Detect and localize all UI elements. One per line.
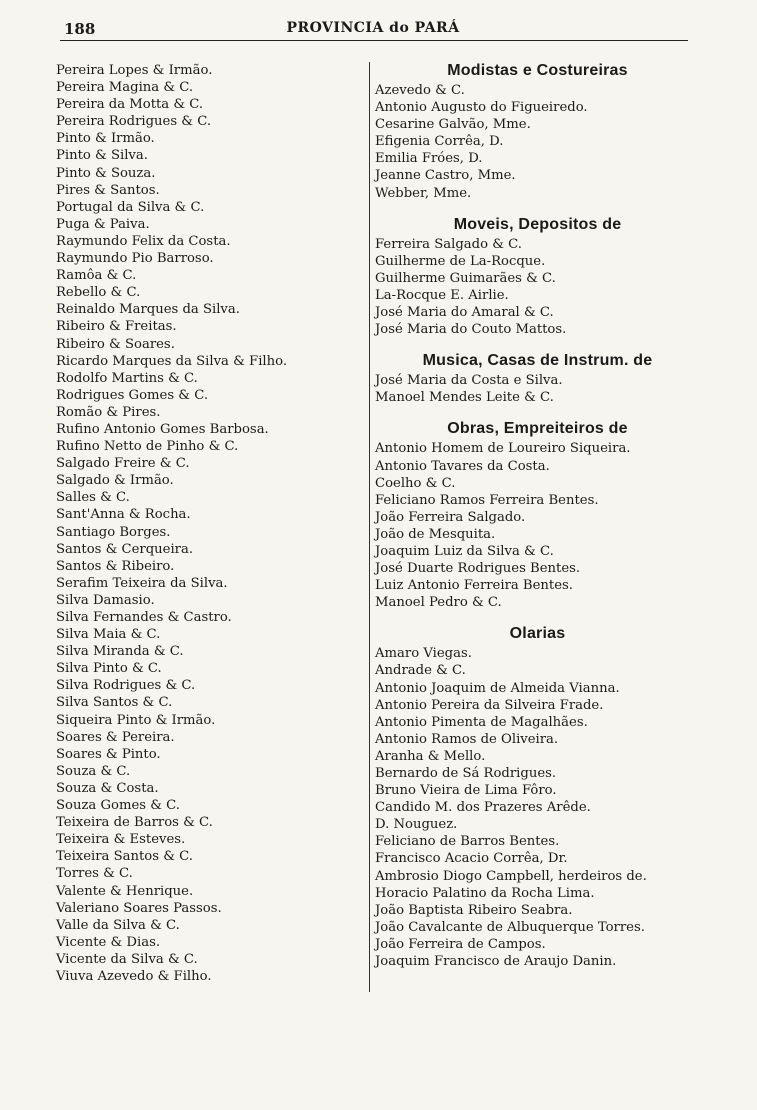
list-item: Pereira da Motta & C. xyxy=(56,97,204,113)
list-item: La-Rocque E. Airlie. xyxy=(375,287,509,303)
list-item: Silva Pinto & C. xyxy=(56,661,162,677)
list-item: Souza & C. xyxy=(56,763,131,779)
list-item: Rodolfo Martins & C. xyxy=(56,370,198,386)
list-item: João Ferreira Salgado. xyxy=(375,509,526,525)
list-item: Souza Gomes & C. xyxy=(56,798,180,814)
list-item: Soares & Pinto. xyxy=(56,746,161,762)
list-item: Feliciano Ramos Ferreira Bentes. xyxy=(375,492,599,508)
list-item: Bruno Vieira de Lima Fôro. xyxy=(375,783,557,799)
list-item: Salgado Freire & C. xyxy=(56,456,190,472)
list-item: Jeanne Castro, Mme. xyxy=(375,168,516,184)
list-item: Raymundo Felix da Costa. xyxy=(56,233,231,249)
list-item: Horacio Palatino da Rocha Lima. xyxy=(375,885,595,901)
list-item: Silva Santos & C. xyxy=(56,695,173,711)
list-item: Antonio Tavares da Costa. xyxy=(375,458,550,474)
list-item: Manoel Pedro & C. xyxy=(375,595,502,611)
list-item: Ribeiro & Soares. xyxy=(56,336,175,352)
list-item: Silva Damasio. xyxy=(56,592,155,608)
list-item: Amaro Viegas. xyxy=(375,646,472,662)
list-item: Efigenia Corrêa, D. xyxy=(375,134,504,150)
list-item: Ramôa & C. xyxy=(56,268,137,284)
list-item: Vicente da Silva & C. xyxy=(56,951,198,967)
section-title: Musica, Casas de Instrum. de xyxy=(422,352,653,370)
list-item: José Maria da Costa e Silva. xyxy=(375,373,563,389)
list-item: Manoel Mendes Leite & C. xyxy=(375,390,554,406)
list-item: Feliciano de Barros Bentes. xyxy=(375,834,560,850)
list-item: Serafim Teixeira da Silva. xyxy=(56,575,228,591)
list-item: Santos & Cerqueira. xyxy=(56,541,194,557)
list-item: Antonio Augusto do Figueiredo. xyxy=(375,100,588,116)
list-item: Ribeiro & Freitas. xyxy=(56,319,177,335)
page-number: 188 xyxy=(64,20,96,38)
list-item: José Maria do Amaral & C. xyxy=(375,305,554,321)
list-item: Pinto & Irmão. xyxy=(56,131,155,147)
list-item: João Ferreira de Campos. xyxy=(375,936,546,952)
list-item: Rufino Antonio Gomes Barbosa. xyxy=(56,421,269,437)
section-title: Modistas e Costureiras xyxy=(447,62,628,79)
section-title: Moveis, Depositos de xyxy=(453,215,622,233)
list-item: Francisco Acacio Corrêa, Dr. xyxy=(375,851,568,867)
section-title: Obras, Empreiteiros de xyxy=(447,420,628,438)
list-item: Pinto & Silva. xyxy=(56,148,148,164)
list-item: Siqueira Pinto & Irmão. xyxy=(56,712,216,728)
list-item: Pereira Magina & C. xyxy=(56,80,194,96)
list-item: Cesarine Galvão, Mme. xyxy=(375,117,531,133)
list-item: Santos & Ribeiro. xyxy=(56,558,175,574)
list-item: Valente & Henrique. xyxy=(56,883,194,899)
list-item: Rodrigues Gomes & C. xyxy=(56,387,209,403)
list-item: Joaquim Luiz da Silva & C. xyxy=(375,543,554,559)
list-item: Joaquim Francisco de Araujo Danin. xyxy=(375,954,617,970)
list-item: Romão & Pires. xyxy=(56,404,161,420)
list-item: Teixeira & Esteves. xyxy=(56,832,186,848)
list-item: Valeriano Soares Passos. xyxy=(56,900,222,916)
list-item: Aranha & Mello. xyxy=(375,748,486,764)
list-item: Antonio Ramos de Oliveira. xyxy=(375,731,559,747)
list-item: José Duarte Rodrigues Bentes. xyxy=(375,561,581,577)
list-item: Silva Maia & C. xyxy=(56,627,161,643)
list-item: Teixeira de Barros & C. xyxy=(56,815,213,831)
list-item: Teixeira Santos & C. xyxy=(56,849,193,865)
list-item: Antonio Homem de Loureiro Siqueira. xyxy=(375,441,631,457)
list-item: Soares & Pereira. xyxy=(56,729,175,745)
list-item: Ferreira Salgado & C. xyxy=(375,236,522,252)
list-item: Salles & C. xyxy=(56,490,130,506)
list-item: Reinaldo Marques da Silva. xyxy=(56,302,240,318)
list-item: José Maria do Couto Mattos. xyxy=(375,322,567,338)
list-item: Rufino Netto de Pinho & C. xyxy=(56,439,239,455)
list-item: Emilia Fróes, D. xyxy=(375,151,483,167)
list-item: Bernardo de Sá Rodrigues. xyxy=(375,766,557,781)
list-item: Candido M. dos Prazeres Arêde. xyxy=(375,800,591,816)
list-item: Coelho & C. xyxy=(375,475,456,491)
list-item: Vicente & Dias. xyxy=(56,934,161,950)
list-item: Torres & C. xyxy=(56,866,133,882)
list-item: Silva Fernandes & Castro. xyxy=(56,610,232,625)
list-item: Silva Miranda & C. xyxy=(56,644,184,660)
section-title: Olarias xyxy=(509,625,566,643)
list-item: Salgado & Irmão. xyxy=(56,473,174,489)
list-item: Guilherme de La-Rocque. xyxy=(375,253,546,269)
list-item: Valle da Silva & C. xyxy=(56,917,180,933)
list-item: D. Nouguez. xyxy=(375,817,458,833)
running-title: PROVINCIA do PARÁ xyxy=(286,20,460,36)
list-item: Santiago Borges. xyxy=(56,524,171,540)
page-header xyxy=(58,18,688,40)
list-item: Sant'Anna & Rocha. xyxy=(56,507,191,523)
list-item: Pinto & Souza. xyxy=(56,165,156,181)
list-item: Portugal da Silva & C. xyxy=(56,199,205,215)
list-item: Puga & Paiva. xyxy=(56,216,150,232)
list-item: Guilherme Guimarães & C. xyxy=(375,270,556,286)
left-column xyxy=(56,62,366,985)
list-item: Ambrosio Diogo Campbell, herdeiros de. xyxy=(375,868,647,884)
list-item: Antonio Pereira da Silveira Frade. xyxy=(375,697,604,713)
list-item: Pereira Rodrigues & C. xyxy=(56,114,212,130)
list-item: João Cavalcante de Albuquerque Torres. xyxy=(375,919,645,935)
list-item: Viuva Azevedo & Filho. xyxy=(56,968,212,984)
list-item: Pires & Santos. xyxy=(56,182,160,198)
list-item: Souza & Costa. xyxy=(56,780,159,796)
list-item: Antonio Pimenta de Magalhães. xyxy=(375,714,588,730)
list-item: Andrade & C. xyxy=(375,663,466,679)
list-item: Webber, Mme. xyxy=(375,185,472,201)
list-item: Raymundo Pio Barroso. xyxy=(56,251,214,267)
list-item: Antonio Joaquim de Almeida Vianna. xyxy=(375,680,620,696)
list-item: Luiz Antonio Ferreira Bentes. xyxy=(375,578,573,594)
list-item: Ricardo Marques da Silva & Filho. xyxy=(56,353,288,369)
list-item: Silva Rodrigues & C. xyxy=(56,678,196,694)
header-rule xyxy=(60,40,688,41)
list-item: João Baptista Ribeiro Seabra. xyxy=(375,902,573,918)
list-item: Azevedo & C. xyxy=(375,83,465,98)
right-column xyxy=(369,62,700,992)
list-item: João de Mesquita. xyxy=(375,526,496,542)
list-item: Pereira Lopes & Irmão. xyxy=(56,63,213,78)
list-item: Rebello & C. xyxy=(56,285,141,301)
